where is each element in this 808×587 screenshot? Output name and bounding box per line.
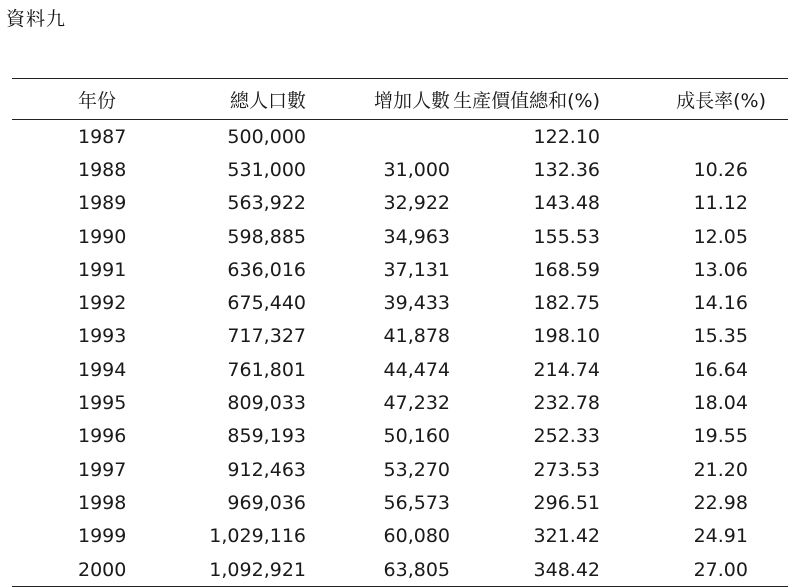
cell-increase: 41,878	[383, 325, 450, 348]
cell-year: 1995	[78, 392, 127, 415]
cell-year: 1990	[78, 225, 127, 248]
cell-population: 675,440	[227, 292, 306, 315]
cell-gdp: 252.33	[533, 425, 600, 448]
table-row	[12, 153, 788, 186]
cell-increase: 39,433	[383, 292, 450, 315]
table-row	[12, 220, 788, 253]
table-row	[12, 553, 788, 587]
cell-growth: 12.05	[693, 225, 748, 248]
table-row	[12, 120, 788, 154]
cell-year: 1999	[78, 525, 127, 548]
cell-growth: 16.64	[693, 358, 748, 381]
cell-gdp: 132.36	[533, 158, 600, 181]
table-row	[12, 453, 788, 486]
cell-population: 761,801	[227, 358, 306, 381]
table-row	[12, 486, 788, 519]
cell-growth: 18.04	[693, 392, 748, 415]
cell-growth: 14.16	[693, 292, 748, 315]
cell-growth: 15.35	[693, 325, 748, 348]
cell-population: 912,463	[227, 458, 306, 481]
cell-population: 809,033	[227, 392, 306, 415]
cell-growth	[600, 120, 788, 154]
cell-year: 1994	[78, 358, 127, 381]
table-row	[12, 187, 788, 220]
cell-gdp: 348.42	[450, 553, 600, 587]
cell-population: 563,922	[227, 192, 306, 215]
cell-year: 1991	[78, 258, 127, 281]
cell-gdp: 155.53	[533, 225, 600, 248]
cell-increase: 34,963	[383, 225, 450, 248]
cell-increase: 32,922	[383, 192, 450, 215]
header-population: 總人口數	[150, 79, 306, 120]
table-body	[12, 120, 788, 587]
cell-growth: 19.55	[693, 425, 748, 448]
cell-year: 1996	[78, 425, 127, 448]
cell-increase: 60,080	[383, 525, 450, 548]
cell-increase: 47,232	[383, 392, 450, 415]
cell-gdp: 168.59	[533, 258, 600, 281]
cell-gdp: 296.51	[533, 491, 600, 514]
table-row	[12, 286, 788, 319]
table-row	[12, 386, 788, 419]
cell-increase: 63,805	[306, 553, 450, 587]
cell-growth: 24.91	[693, 525, 748, 548]
header-increase: 增加人數	[306, 79, 450, 120]
cell-population: 859,193	[227, 425, 306, 448]
cell-gdp: 182.75	[533, 292, 600, 315]
cell-growth: 21.20	[693, 458, 748, 481]
cell-growth: 11.12	[693, 192, 748, 215]
cell-population: 969,036	[227, 491, 306, 514]
table-row	[12, 520, 788, 553]
cell-year: 2000	[12, 553, 150, 587]
document-title: 資料九	[6, 8, 67, 30]
cell-population: 636,016	[227, 258, 306, 281]
cell-year: 1987	[78, 125, 127, 148]
data-table	[12, 78, 788, 587]
cell-population: 717,327	[227, 325, 306, 348]
cell-growth: 13.06	[693, 258, 748, 281]
cell-increase: 56,573	[383, 491, 450, 514]
table-row	[12, 253, 788, 286]
cell-growth: 27.00	[600, 553, 788, 587]
cell-gdp: 321.42	[533, 525, 600, 548]
cell-population: 1,092,921	[150, 553, 306, 587]
cell-population: 1,029,116	[209, 525, 306, 548]
cell-year: 1988	[78, 158, 127, 181]
table-row	[12, 320, 788, 353]
cell-gdp: 143.48	[533, 192, 600, 215]
cell-growth: 22.98	[693, 491, 748, 514]
cell-increase: 31,000	[383, 158, 450, 181]
cell-gdp: 214.74	[533, 358, 600, 381]
cell-year: 1989	[78, 192, 127, 215]
cell-population: 531,000	[227, 158, 306, 181]
table-header	[12, 79, 788, 120]
header-year: 年份	[12, 79, 150, 120]
cell-year: 1993	[78, 325, 127, 348]
cell-gdp: 122.10	[533, 125, 600, 148]
cell-population: 598,885	[227, 225, 306, 248]
cell-population: 500,000	[227, 125, 306, 148]
header-growth: 成長率(%)	[600, 79, 788, 120]
cell-increase: 50,160	[383, 425, 450, 448]
table-row	[12, 420, 788, 453]
table-row	[12, 353, 788, 386]
cell-increase: 37,131	[383, 258, 450, 281]
cell-growth: 10.26	[693, 158, 748, 181]
cell-year: 1998	[78, 491, 127, 514]
cell-increase	[306, 120, 450, 154]
header-gdp: 生產價值總和(%)	[450, 79, 600, 120]
cell-year: 1992	[78, 292, 127, 315]
cell-gdp: 198.10	[533, 325, 600, 348]
cell-increase: 44,474	[383, 358, 450, 381]
cell-gdp: 273.53	[533, 458, 600, 481]
cell-increase: 53,270	[383, 458, 450, 481]
cell-gdp: 232.78	[533, 392, 600, 415]
cell-year: 1997	[78, 458, 127, 481]
header-row	[12, 79, 788, 120]
